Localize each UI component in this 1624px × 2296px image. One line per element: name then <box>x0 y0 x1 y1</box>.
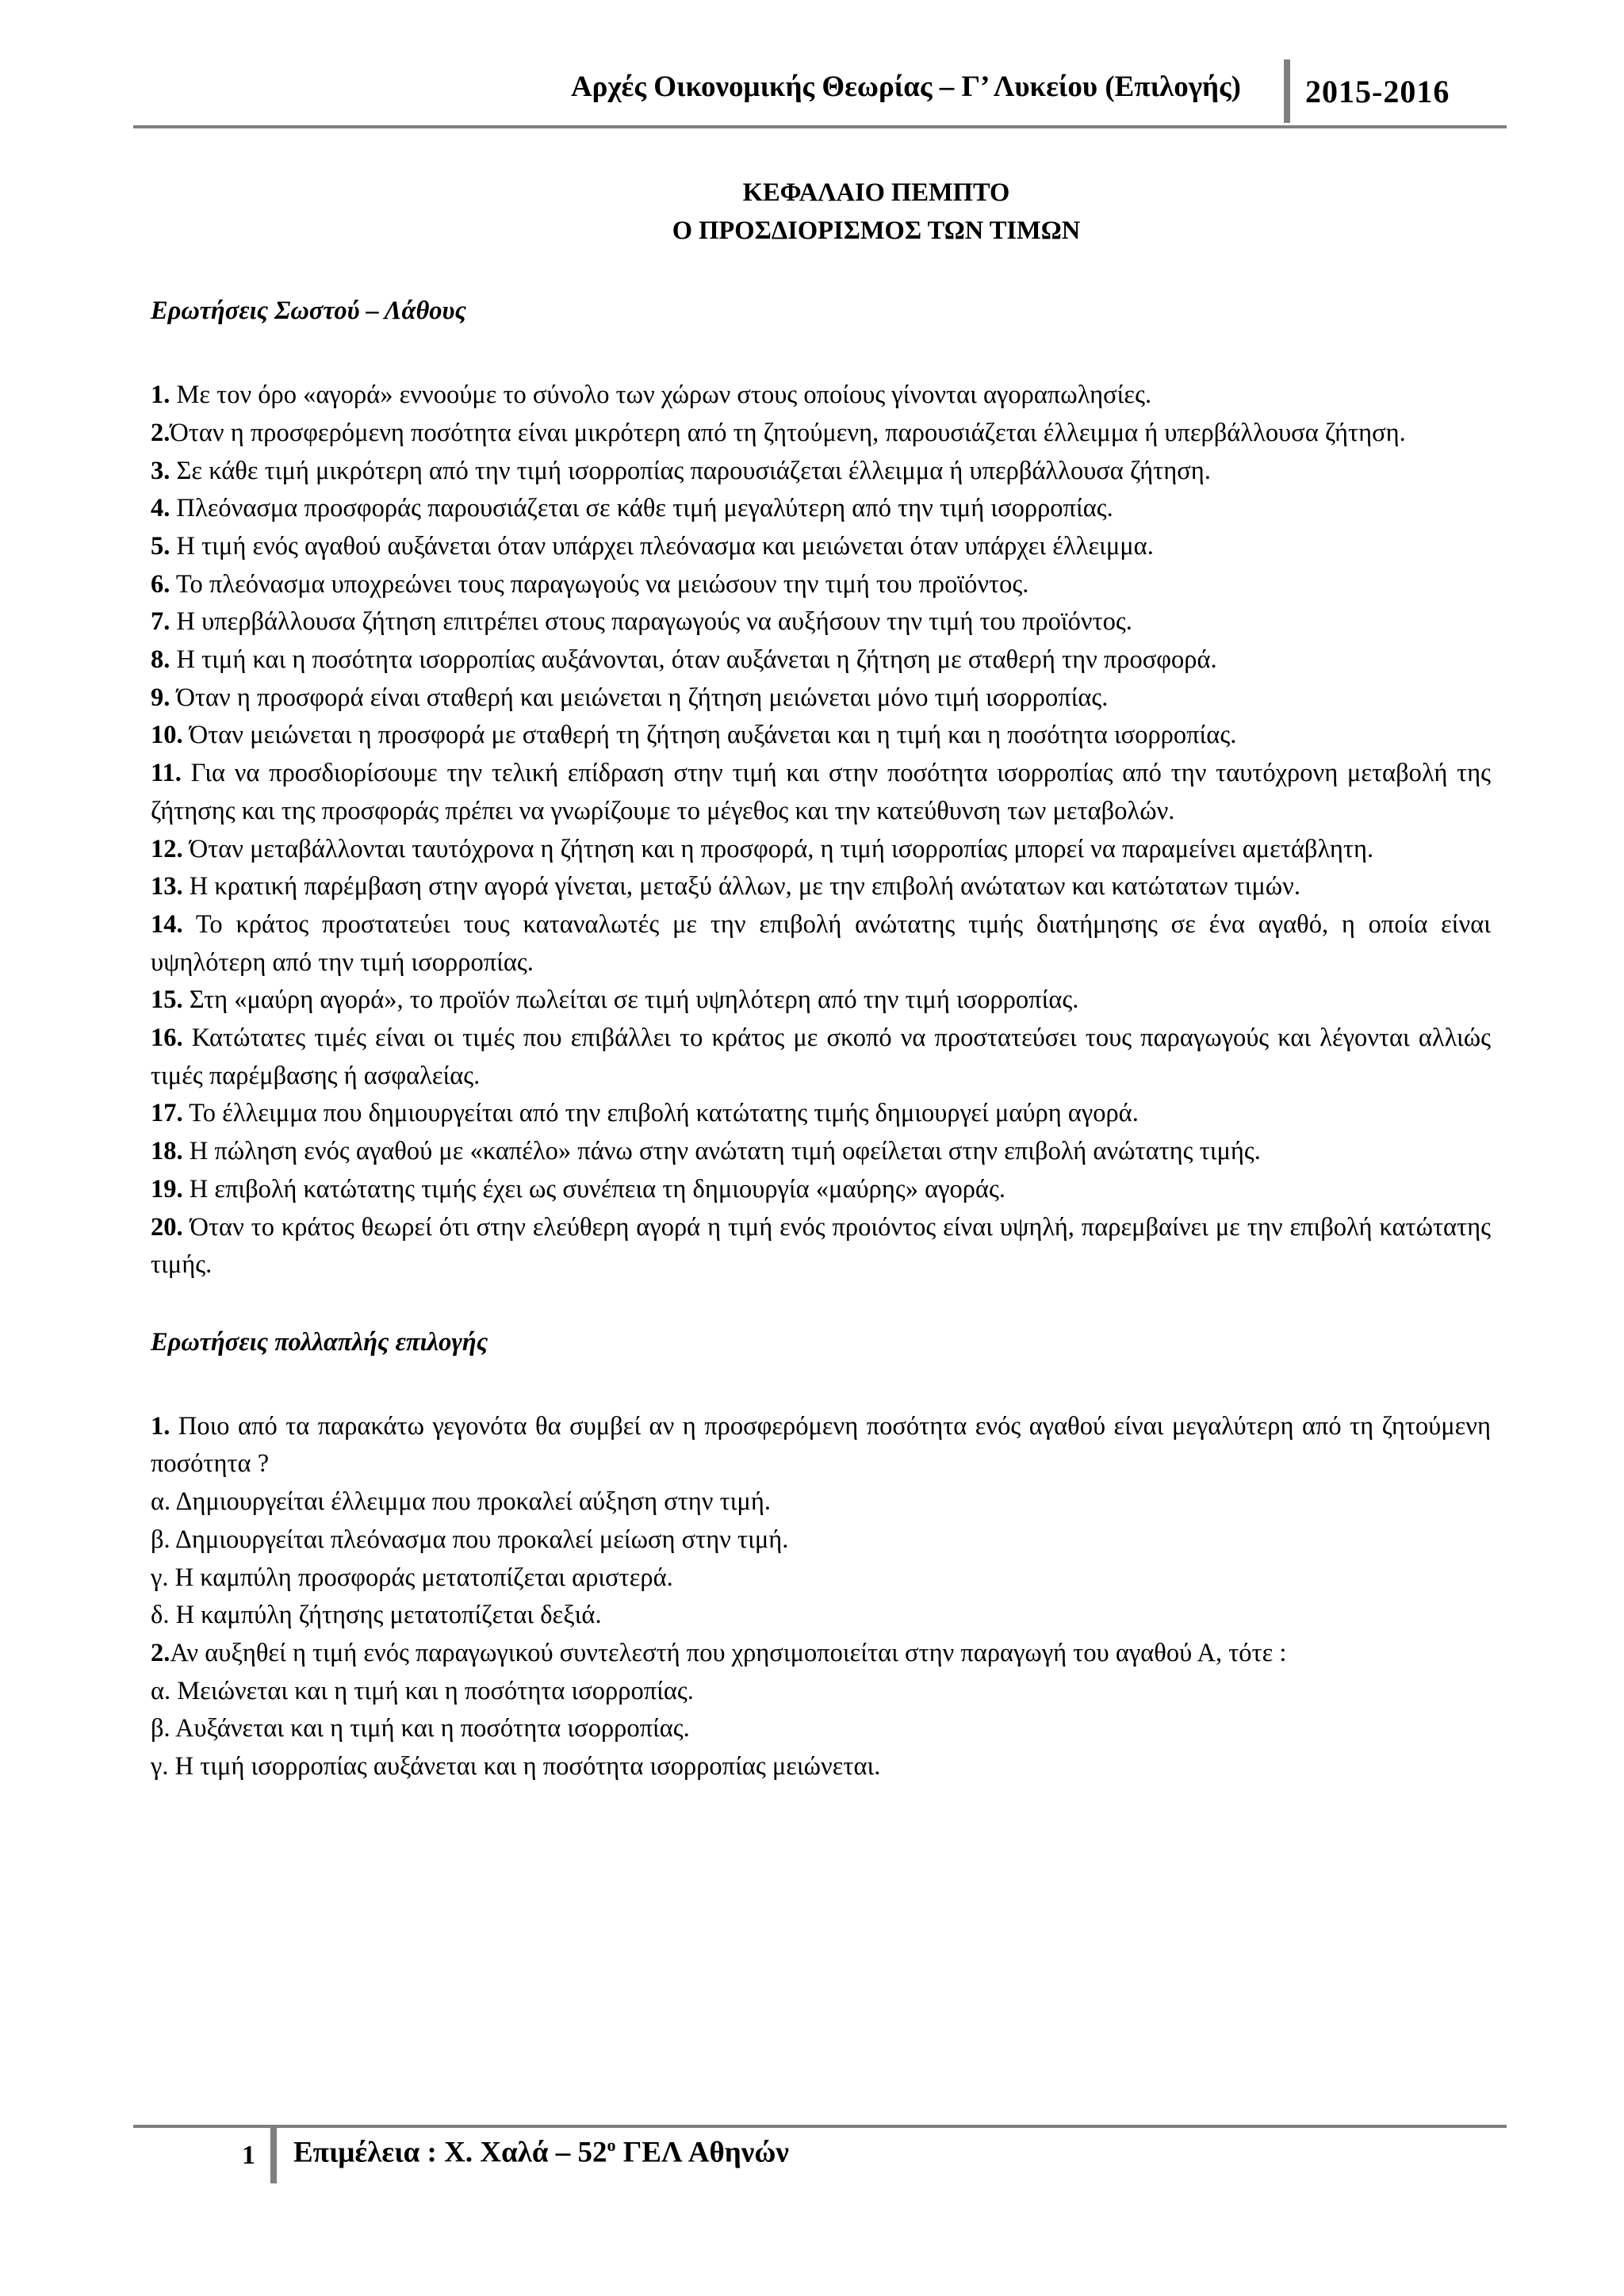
mc-option: γ. Η καμπύλη προσφοράς μετατοπίζεται αριστερά. <box>151 1563 673 1592</box>
tf-item-9: 9. Όταν η προσφορά είναι σταθερή και μειώνεται η ζήτηση μειώνεται μόνο τιμή ισορροπίας. <box>151 683 1109 712</box>
header-divider <box>1284 59 1290 123</box>
mc-option: δ. Η καμπύλη ζήτησης μετατοπίζεται δεξιά. <box>151 1601 602 1630</box>
tf-item-19: 19. Η επιβολή κατώτατης τιμής έχει ως συνέπεια τη δημιουργία «μαύρης» αγοράς. <box>151 1174 1005 1203</box>
chapter-subtitle: Ο ΠΡΟΣΔΙΟΡΙΣΜΟΣ ΤΩΝ ΤΙΜΩΝ <box>672 216 1081 245</box>
true-false-list <box>151 377 1491 1284</box>
mc-option: β. Αυξάνεται και η τιμή και η ποσότητα ισορροπίας. <box>151 1714 690 1743</box>
tf-item-18: 18. Η πώληση ενός αγαθού με «καπέλο» πάνω στην ανώτατη τιμή οφείλεται στην επιβολή ανώτατης τιμής. <box>151 1137 1261 1166</box>
mc-option: γ. Η τιμή ισορροπίας αυξάνεται και η ποσότητα ισορροπίας μειώνεται. <box>151 1752 881 1781</box>
tf-item-13: 13. Η κρατική παρέμβαση στην αγορά γίνεται, μεταξύ άλλων, με την επιβολή ανώτατων και κατώτατων τιμών. <box>151 872 1300 901</box>
tf-item-3: 3. Σε κάθε τιμή μικρότερη από την τιμή ισορροπίας παρουσιάζεται έλλειμμα ή υπερβάλλουσα ζήτηση. <box>151 456 1211 485</box>
mc-question-2: 2.Αν αυξηθεί η τιμή ενός παραγωγικού συντελεστή που χρησιμοποιείται στην παραγωγή του αγαθού Α, τότε : <box>151 1638 1287 1667</box>
multiple-choice-list <box>151 1408 1491 1786</box>
header-rule <box>133 125 1507 128</box>
tf-item-10: 10. Όταν μειώνεται η προσφορά με σταθερή τη ζήτηση αυξάνεται και η τιμή και η ποσότητα ισορροπίας. <box>151 721 1237 750</box>
tf-item-16: 16. Κατώτατες τιμές είναι οι τιμές που επιβάλλει το κράτος με σκοπό να προστατεύσει τους παραγωγούς και λέγονται αλλιώς τιμές παρέμβασης ή ασφαλείας. <box>151 1024 1491 1090</box>
footer-credit: Επιμέλεια : Χ. Χαλά – $52^o$ ΓΕΛ Αθηνών <box>293 2135 789 2169</box>
header-title: Αρχές Οικονομικής Θεωρίας – Γ’ Λυκείου (Επιλογής) <box>570 71 1241 103</box>
tf-item-7: 7. Η υπερβάλλουσα ζήτηση επιτρέπει στους παραγωγούς να αυξήσουν την τιμή του προϊόντος. <box>151 607 1132 637</box>
footer-rule <box>133 2125 1507 2128</box>
mc-option: β. Δημιουργείται πλεόνασμα που προκαλεί μείωση στην τιμή. <box>151 1525 789 1554</box>
tf-item-17: 17. Το έλλειμμα που δημιουργείται από την επιβολή κατώτατης τιμής δημιουργεί μαύρη αγορά. <box>151 1099 1139 1128</box>
tf-item-8: 8. Η τιμή και η ποσότητα ισορροπίας αυξάνονται, όταν αυξάνεται η ζήτηση με σταθερή την προσφορά. <box>151 645 1217 675</box>
page-content <box>151 174 1491 1786</box>
tf-item-1: 1. Με τον όρο «αγορά» εννοούμε το σύνολο των χώρων στους οποίους γίνονται αγοραπωλησίες. <box>151 381 1152 410</box>
tf-item-20: 20. Όταν το κράτος θεωρεί ότι στην ελεύθερη αγορά η τιμή ενός προιόντος είναι υψηλή, παρεμβαίνει με την επιβολή κατώτατης τιμής. <box>151 1212 1491 1280</box>
mc-option: α. Μειώνεται και η τιμή και η ποσότητα ισορροπίας. <box>151 1676 694 1705</box>
tf-item-5: 5. Η τιμή ενός αγαθού αυξάνεται όταν υπάρχει πλεόνασμα και μειώνεται όταν υπάρχει έλλειμμα. <box>151 531 1154 561</box>
page-header <box>133 55 1507 132</box>
mc-question-1: 1. Ποιο από τα παρακάτω γεγονότα θα συμβεί αν η προσφερόμενη ποσότητα ενός αγαθού είναι μεγαλύτερη από τη ζητούμενη ποσότητα ? <box>151 1411 1491 1479</box>
tf-item-6: 6. Το πλεόνασμα υποχρεώνει τους παραγωγούς να μειώσουν την τιμή του προϊόντος. <box>151 569 1029 599</box>
chapter-title: ΚΕΦΑΛΑΙΟ ΠΕΜΠΤΟ <box>742 178 1010 207</box>
tf-item-12: 12. Όταν μεταβάλλονται ταυτόχρονα η ζήτηση και η προσφορά, η τιμή ισορροπίας μπορεί να παραμείνει αμετάβλητη. <box>151 834 1374 863</box>
true-false-title: Ερωτήσεις Σωστού – Λάθους <box>151 297 466 326</box>
tf-item-11: 11. Για να προσδιορίσουμε την τελική επίδραση στην τιμή και στην ποσότητα ισορροπίας από την ταυτόχρονη μεταβολή της ζήτησης και της προσφοράς πρέπει να γνωρίζουμε το μέγεθος και την κατεύθυνση των μεταβολών. <box>151 759 1491 825</box>
tf-item-2: 2.Όταν η προσφερόμενη ποσότητα είναι μικρότερη από τη ζητούμενη, παρουσιάζεται έλλειμμα ή υπερβάλλουσα ζήτηση. <box>151 418 1406 447</box>
tf-item-4: 4. Πλεόνασμα προσφοράς παρουσιάζεται σε κάθε τιμή μεγαλύτερη από την τιμή ισορροπίας. <box>151 494 1113 523</box>
tf-item-15: 15. Στη «μαύρη αγορά», το προϊόν πωλείται σε τιμή υψηλότερη από την τιμή ισορροπίας. <box>151 985 1079 1015</box>
footer-divider <box>270 2128 277 2183</box>
page-number: 1 <box>242 2141 255 2170</box>
header-year: 2015-2016 <box>1305 74 1450 109</box>
tf-item-14: 14. Το κράτος προστατεύει τους καταναλωτές με την επιβολή ανώτατης τιμής διατήμησης σε ένα αγαθό, η οποία είναι υψηλότερη από την τιμή ισορροπίας. <box>151 909 1491 977</box>
multiple-choice-title: Ερωτήσεις πολλαπλής επιλογής <box>151 1327 488 1357</box>
mc-option: α. Δημιουργείται έλλειμμα που προκαλεί αύξηση στην τιμή. <box>151 1487 771 1517</box>
